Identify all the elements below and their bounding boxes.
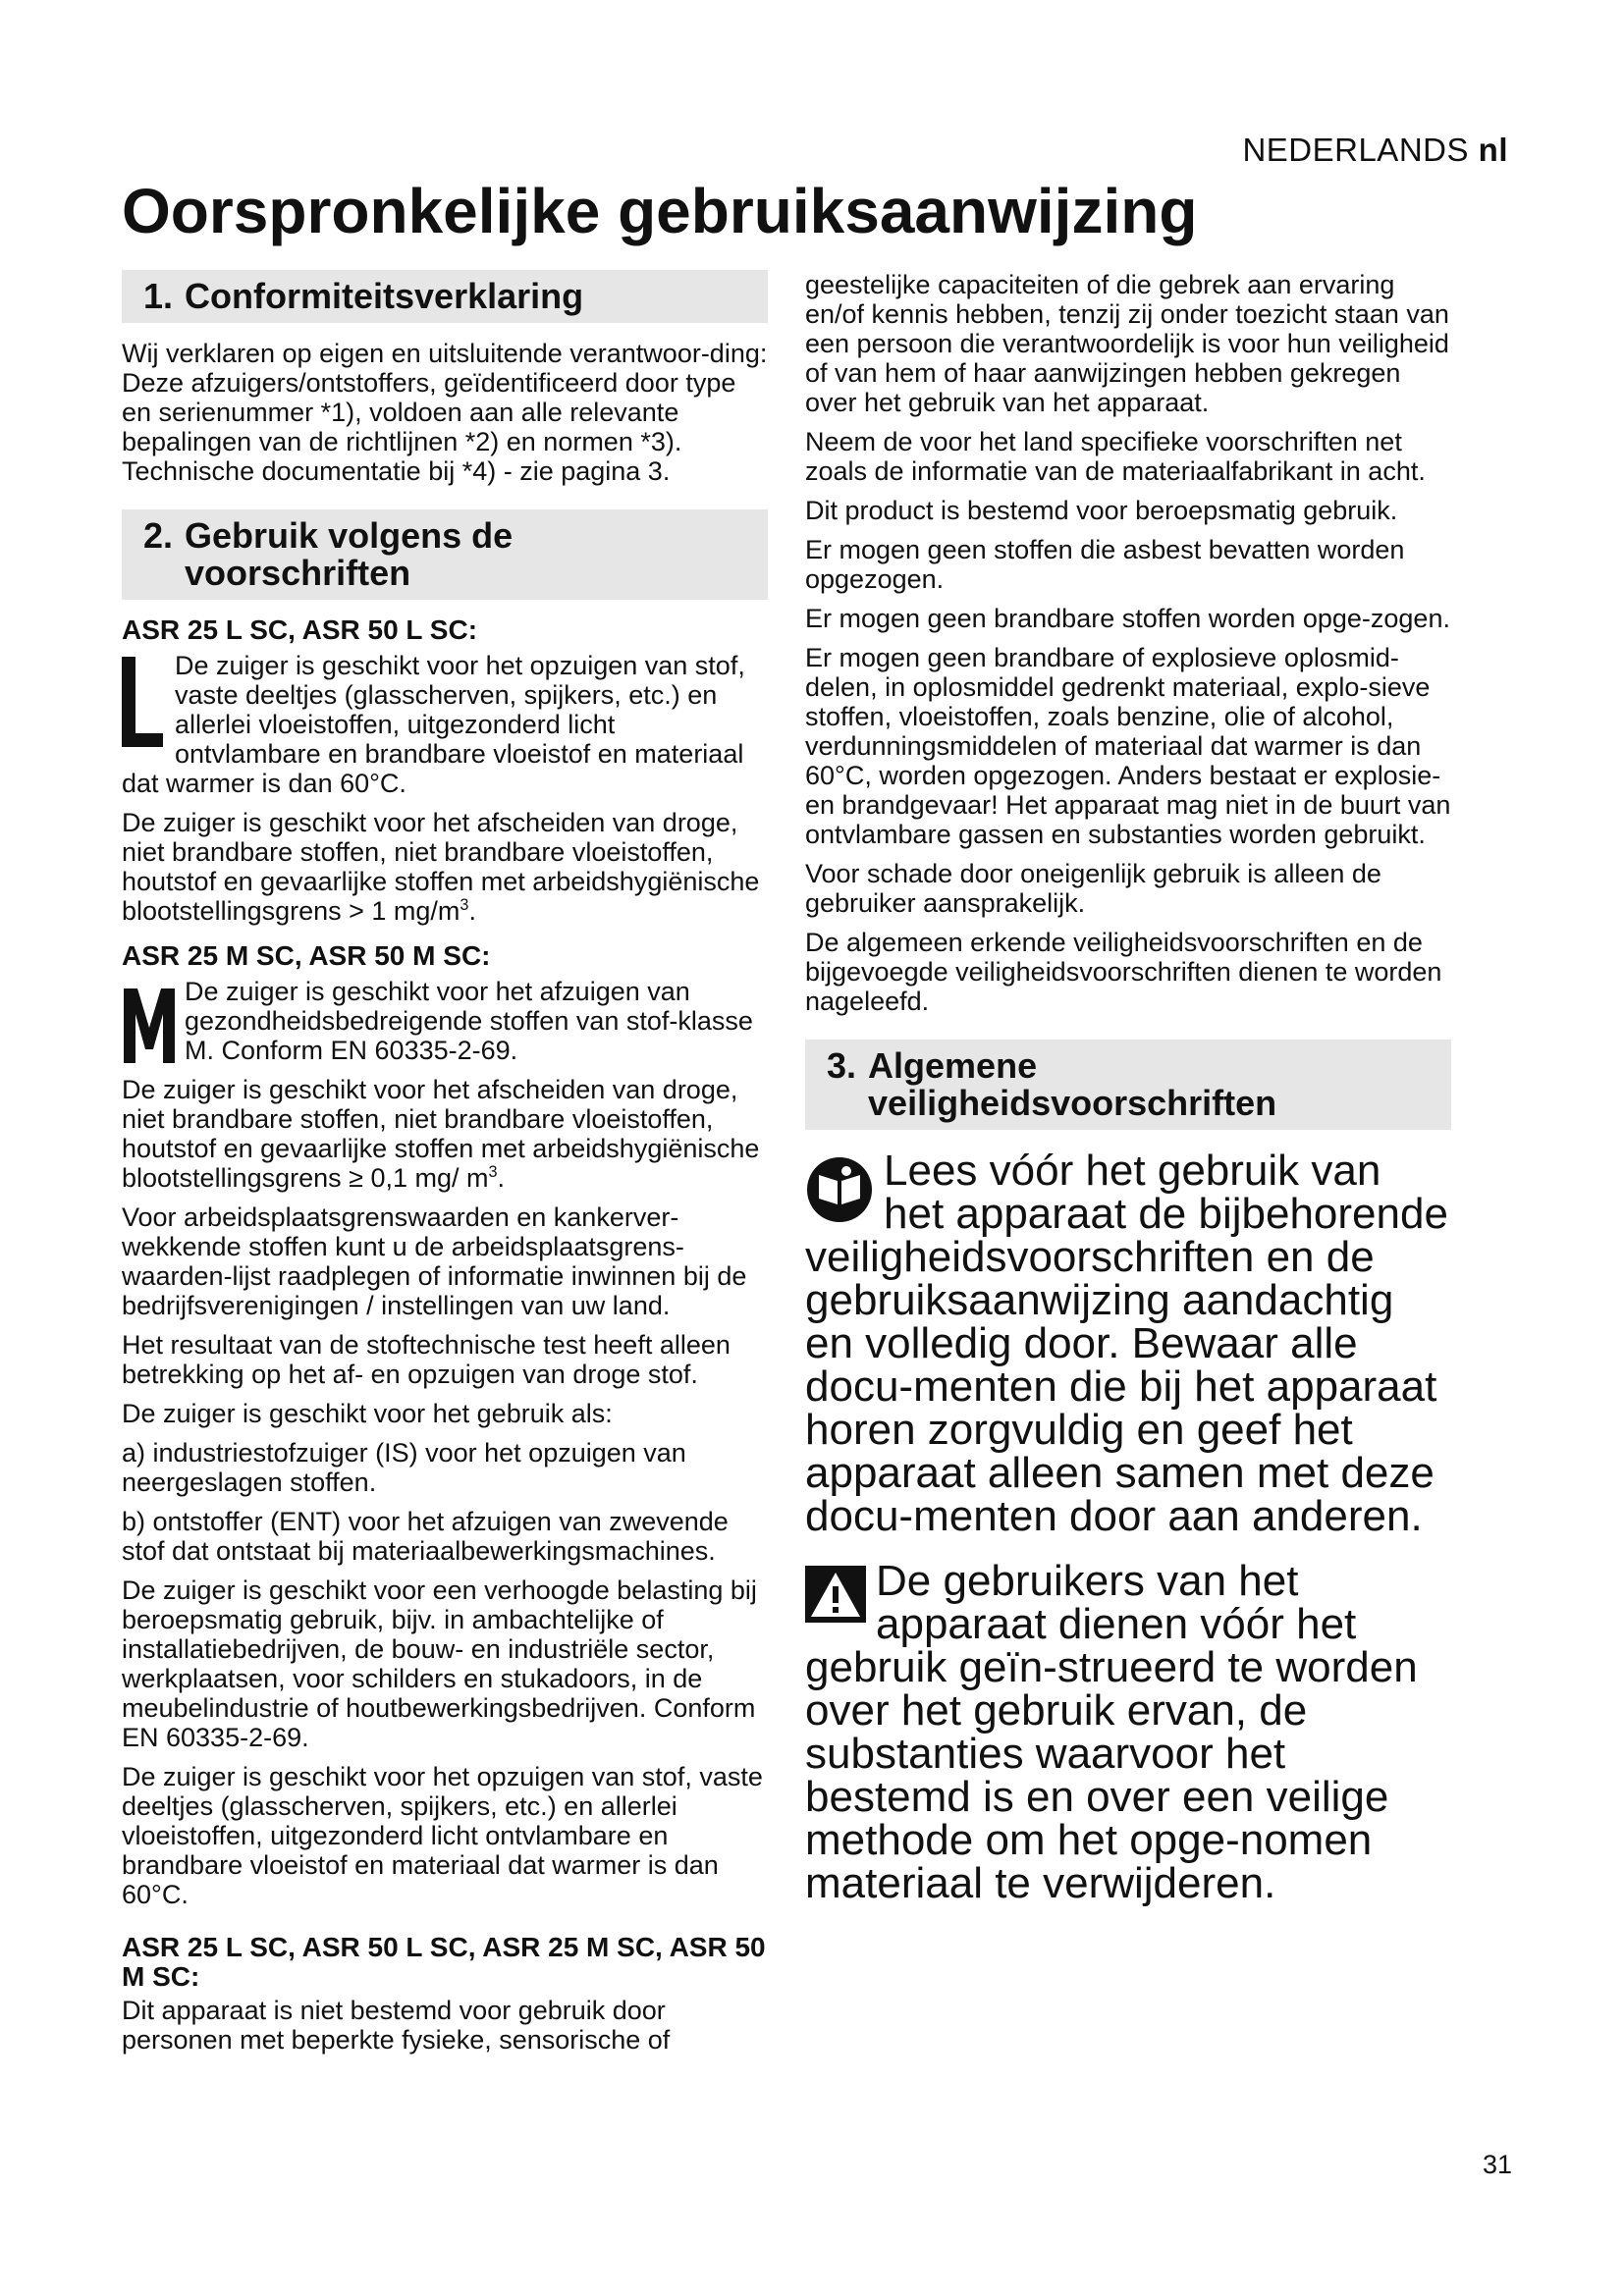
document-title: Oorspronkelijke gebruiksaanwijzing <box>122 176 1198 246</box>
superscript: 3 <box>488 1163 498 1181</box>
page-number: 31 <box>1482 2150 1512 2179</box>
paragraph: De zuiger is geschikt voor het opzuigen van stof, vaste deeltjes (glasscherven, spijkers, etc.) en allerlei vloeistoffen, uitgezonderd licht ontvlambare en brandbare vloeistof en materiaal dat warmer is dan 60°C. <box>122 1762 763 1909</box>
section-3-number: 3. <box>827 1045 857 1086</box>
section-2-title: Gebruik volgens de voorschriften <box>185 515 514 593</box>
paragraph: Neem de voor het land specifieke voorschriften net zoals de informatie van de materiaalfabrikant in acht. <box>805 427 1426 486</box>
paragraph: Er mogen geen brandbare of explosieve oplosmid-delen, in oplosmiddel gedrenkt materiaal, explo-sieve stoffen, vloeistoffen, zoals benzine, olie of alcohol, verdunningsmiddelen of materiaal dat warmer is dan 60°C, worden opgezogen. Anders bestaat er explosie- en brandgevaar! Het apparaat mag niet in de buurt van ontvlambare gassen en substanties worden gebruikt. <box>805 643 1451 849</box>
declaration-text: Wij verklaren op eigen en uitsluitende verantwoor-ding: Deze afzuigers/ontstoffers, geïdentificeerd door type en serienummer *1), voldoen aan alle relevante bepalingen van de richtlijnen *2) en normen *3). Technische documentatie bij *4) - zie pagina 3. <box>122 339 768 486</box>
read-manual-notice <box>805 1149 1451 1538</box>
list-item-b: b) ontstoffer (ENT) voor het afzuigen van zwevende stof dat ontstaat bij materiaalbewerkingsmachines. <box>122 1507 729 1566</box>
l-separation-text: De zuiger is geschikt voor het afscheiden van droge, niet brandbare stoffen, niet brandbare vloeistoffen, houtstof en gevaarlijke stoffen met arbeidshygiënische blootstellingsgrens > 1 mg/m <box>122 808 760 926</box>
paragraph: geestelijke capaciteiten of die gebrek aan ervaring en/of kennis hebben, tenzij zij onder toezicht staan van een persoon die verantwoordelijk is voor hun veiligheid of van hem of haar aanwijzingen hebben gekregen over het gebruik van het apparaat. <box>805 270 1449 417</box>
warning-icon <box>805 1566 866 1623</box>
l-class-paragraph <box>122 651 768 798</box>
paragraph: Er mogen geen brandbare stoffen worden opge-zogen. <box>805 604 1450 633</box>
instruction-text: De gebruikers van het apparaat dienen vóór het gebruik geïn-strueerd te worden over het gebruik ervan, de substanties waarvoor het bestemd is en over een veilige methode om het opge-nomen materiaal te verwijderen. <box>805 1557 1418 1907</box>
section-3-heading <box>805 1040 1451 1130</box>
section-1-title: Conformiteitsverklaring <box>185 276 584 316</box>
paragraph: De algemeen erkende veiligheidsvoorschriften en de bijgevoegde veiligheidsvoorschriften dienen te worden nageleefd. <box>805 928 1442 1016</box>
subheading-all-models: ASR 25 L SC, ASR 50 L SC, ASR 25 M SC, ASR 50 M SC: <box>122 1932 766 1992</box>
language-header <box>1242 132 1508 169</box>
subheading-l-models: ASR 25 L SC, ASR 50 L SC: <box>122 614 478 645</box>
sentence-end: . <box>497 1163 506 1193</box>
list-item-a: a) industriestofzuiger (IS) voor het opzuigen van neergeslagen stoffen. <box>122 1438 686 1497</box>
m-class-paragraph <box>122 977 768 1065</box>
m-class-text: De zuiger is geschikt voor het afzuigen van gezondheidsbedreigende stoffen van stof-klasse M. Conform EN 60335-2-69. <box>185 977 753 1065</box>
paragraph: Voor arbeidsplaatsgrenswaarden en kankerver-wekkende stoffen kunt u de arbeidsplaatsgrens-waarden-lijst raadplegen of informatie inwinnen bij de bedrijfsverenigingen / instellingen van uw land. <box>122 1202 747 1320</box>
sentence-end: . <box>468 896 476 926</box>
section-2-number: 2. <box>143 515 174 556</box>
paragraph: Er mogen geen stoffen die asbest bevatten worden opgezogen. <box>805 535 1405 594</box>
paragraph: De zuiger is geschikt voor een verhoogde belasting bij beroepsmatig gebruik, bijv. in ambachtelijke of installatiebedrijven, de bouw- en industriële sector, werkplaatsen, voor schilders en stukadoors, in de meubelindustrie of houtbewerkingsbedrijven. Conform EN 60335-2-69. <box>122 1575 757 1752</box>
l-class-text: De zuiger is geschikt voor het opzuigen van stof, vaste deeltjes (glasscherven, spijkers, etc.) en allerlei vloeistoffen, uitgezonderd licht ontvlambare en brandbare vloeistof en materiaal dat warmer is dan 60°C. <box>122 651 745 798</box>
right-column <box>805 270 1451 1927</box>
language-label: NEDERLANDS <box>1242 132 1469 168</box>
m-separation-text: De zuiger is geschikt voor het afscheiden van droge, niet brandbare stoffen, niet brandbare vloeistoffen, houtstof en gevaarlijke stoffen met arbeidshygiënische blootstellingsgrens ≥ 0,1 mg/ m <box>122 1075 760 1193</box>
paragraph: Dit product is bestemd voor beroepsmatig gebruik. <box>805 496 1398 525</box>
l-separation-paragraph <box>122 808 768 926</box>
section-3-title: Algemene veiligheidsvoorschriften <box>868 1045 1277 1123</box>
paragraph: Dit apparaat is niet bestemd voor gebruik door personen met beperkte fysieke, sensorische of <box>122 1996 671 2055</box>
dust-class-m-icon <box>122 985 177 1065</box>
dust-class-l-icon <box>122 657 165 747</box>
section-1-number: 1. <box>143 276 174 316</box>
read-manual-text: Lees vóór het gebruik van het apparaat de bijbehorende veiligheidsvoorschriften en de gebruiksaanwijzing aandachtig en volledig door. Bewaar alle docu-menten die bij het apparaat horen zorgvuldig en geef het apparaat alleen samen met deze docu-menten door aan anderen. <box>805 1147 1448 1540</box>
section-2-heading <box>122 509 768 600</box>
paragraph: Voor schade door oneigenlijk gebruik is alleen de gebruiker aansprakelijk. <box>805 859 1381 918</box>
paragraph: Het resultaat van de stoftechnische test heeft alleen betrekking op het af- en opzuigen van droge stof. <box>122 1330 731 1389</box>
read-manual-icon <box>805 1155 874 1224</box>
paragraph: De zuiger is geschikt voor het gebruik als: <box>122 1399 613 1428</box>
instruction-notice <box>805 1557 1451 1907</box>
m-separation-paragraph <box>122 1075 768 1193</box>
subheading-m-models: ASR 25 M SC, ASR 50 M SC: <box>122 940 491 971</box>
language-code: nl <box>1478 132 1508 168</box>
superscript: 3 <box>460 896 469 914</box>
left-column <box>122 270 768 2064</box>
section-1-heading <box>122 270 768 323</box>
